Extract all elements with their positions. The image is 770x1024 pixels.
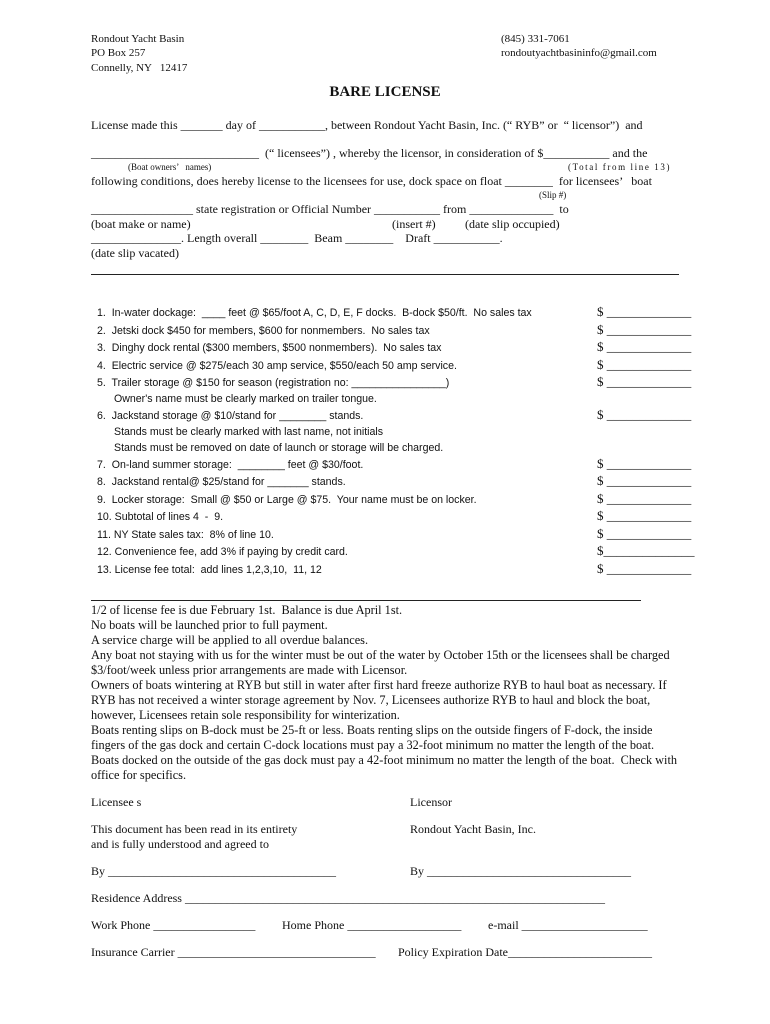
fee-item-6: 6. Jackstand storage @ $10/stand for ________ stands. [97,410,364,422]
intro-line-2: ____________________________ (“ licensees”) , whereby the licensor, in consideration of $___________ and the [91,146,648,160]
fee-amount-1: $ _____________ [597,304,692,319]
terms-line-2: No boats will be launched prior to full payment. [91,618,328,632]
insurance-carrier-field[interactable]: Insurance Carrier _________________________________ [91,945,376,959]
fee-amount-6: $ _____________ [597,407,692,422]
email-field[interactable]: e-mail _____________________ [488,918,648,932]
date-vacated-label: (date slip vacated) [91,246,179,260]
terms-line-10: fingers of the gas dock and certain C-dock locations must pay a 32-foot minimum no matter the length of the boat. [91,738,655,752]
fee-amount-7: $ _____________ [597,456,692,471]
fee-amount-12: $______________ [597,543,695,558]
work-phone-field[interactable]: Work Phone _________________ [91,918,256,932]
fee-item-4: 4. Electric service @ $275/each 30 amp service, $550/each 50 amp service. [97,360,457,372]
po-box: PO Box 257 [91,47,146,59]
fee-item-11: 11. NY State sales tax: 8% of line 10. [97,529,274,541]
terms-line-1: 1/2 of license fee is due February 1st. Balance is due April 1st. [91,603,403,617]
fee-item-12: 12. Convenience fee, add 3% if paying by credit card. [97,546,348,558]
fee-amount-5: $ _____________ [597,374,692,389]
note-slip: (Slip #) [539,190,567,200]
read-statement-2: and is fully understood and agreed to [91,837,269,851]
terms-line-12: office for specifics. [91,768,187,782]
boat-make-label: (boat make or name) [91,217,191,231]
fee-item-6-note-2: Stands must be removed on date of launch or storage will be charged. [114,442,444,454]
fee-item-2: 2. Jetski dock $450 for members, $600 for nonmembers. No sales tax [97,325,430,337]
licensees-label: Licensee s [91,795,142,809]
intro-line-3: following conditions, does hereby license to the licensees for use, dock space on float ________ for licensees’ boat [91,174,652,188]
fee-item-13: 13. License fee total: add lines 1,2,3,10, 11, 12 [97,564,322,576]
policy-expiration-field[interactable]: Policy Expiration Date________________________ [398,945,652,959]
terms-line-8: however, Licensees retain sole responsibility for winterization. [91,708,400,722]
licensor-label: Licensor [410,795,452,809]
fee-amount-3: $ _____________ [597,339,692,354]
fee-item-7: 7. On-land summer storage: ________ feet @ $30/foot. [97,459,364,471]
fee-amount-13: $ _____________ [597,561,692,576]
home-phone-field[interactable]: Home Phone ___________________ [282,918,462,932]
terms-line-3: A service charge will be applied to all overdue balances. [91,633,369,647]
licensee-signature-field[interactable]: By ______________________________________ [91,864,337,878]
terms-line-7: RYB has not received a winter storage agreement by Nov. 7, Licensees authorize RYB to haul and block the boat, [91,693,651,707]
fee-amount-2: $ _____________ [597,322,692,337]
terms-line-9: Boats renting slips on B-dock must be 25-ft or less. Boats renting slips on the outside fingers of F-dock, the inside [91,723,653,737]
licensor-signature-field[interactable]: By __________________________________ [410,864,632,878]
fee-amount-8: $ _____________ [597,473,692,488]
page-title: BARE LICENSE [329,84,441,100]
date-occupied-label: (date slip occupied) [465,217,560,231]
phone-number: (845) 331-7061 [501,33,570,45]
divider-middle [91,600,641,601]
terms-line-6: Owners of boats wintering at RYB but still in water after first hard freeze authorize RYB to haul boat as necessary. If [91,678,667,692]
terms-line-5: $3/foot/week unless prior arrangements are made with Licensor. [91,663,408,677]
fee-item-9: 9. Locker storage: Small @ $50 or Large @ $75. Your name must be on locker. [97,494,477,506]
intro-line-4: _________________ state registration or Official Number ___________ from ______________ to [91,202,569,216]
intro-line-1: License made this _______ day of ___________, between Rondout Yacht Basin, Inc. (“ RYB” or “ licensor”) and [91,118,643,132]
residence-address-field[interactable]: Residence Address ______________________________________________________________________ [91,891,605,905]
divider-top [91,274,679,275]
email-address: rondoutyachtbasininfo@gmail.com [501,47,657,59]
fee-item-8: 8. Jackstand rental@ $25/stand for _______ stands. [97,476,346,488]
fee-amount-9: $ _____________ [597,491,692,506]
fee-amount-10: $ _____________ [597,508,692,523]
fee-item-1: 1. In-water dockage: ____ feet @ $65/foot A, C, D, E, F docks. B-dock $50/ft. No sales tax [97,307,532,319]
read-statement-1: This document has been read in its entirety [91,822,298,836]
terms-line-11: Boats docked on the outside of the gas dock must pay a 42-foot minimum no matter the length of the boat. Check with [91,753,678,767]
insert-number-label: (insert #) [392,217,436,231]
fee-amount-11: $ _____________ [597,526,692,541]
intro-line-6: _______________. Length overall ________ Beam ________ Draft ___________. [91,231,503,245]
fee-item-5-note: Owner's name must be clearly marked on trailer tongue. [114,393,377,405]
fee-item-5: 5. Trailer storage @ $150 for season (registration no: ________________) [97,377,450,389]
note-boat-owners: (Boat owners’ names) [128,162,212,172]
note-total-line-13: (Total from line 13) [568,162,672,172]
licensor-name: Rondout Yacht Basin, Inc. [410,822,536,836]
org-name: Rondout Yacht Basin [91,33,185,45]
fee-item-10: 10. Subtotal of lines 4 - 9. [97,511,224,523]
fee-item-6-note-1: Stands must be clearly marked with last name, not initials [114,426,384,438]
fee-item-3: 3. Dinghy dock rental ($300 members, $500 nonmembers). No sales tax [97,342,442,354]
city-line: Connelly, NY 12417 [91,62,188,74]
fee-amount-4: $ _____________ [597,357,692,372]
terms-line-4: Any boat not staying with us for the winter must be out of the water by October 15th or the licensees shall be charged [91,648,670,662]
